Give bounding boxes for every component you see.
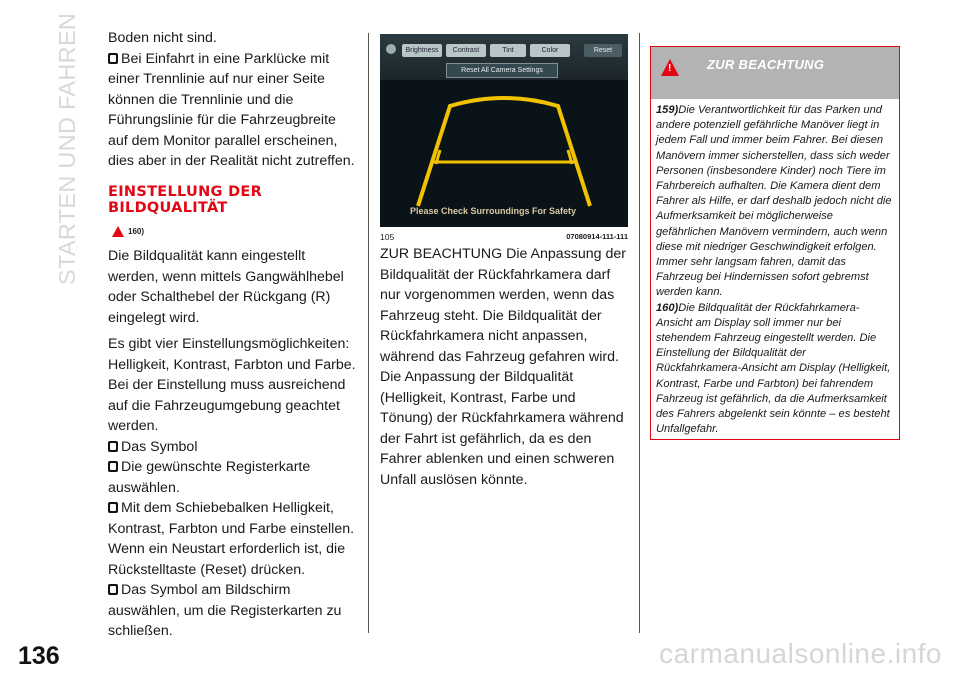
guide-line [418, 98, 590, 206]
camera-caption: Please Check Surroundings For Safety [410, 206, 577, 216]
bullet-paragraph: Bei Einfahrt in eine Parklücke mit einer Trennlinie auf nur einer Seite können die Trennlinie und die Führungslinie für die Fahrzeugbreite auf dem Monitor parallel erscheinen, dies aber in der Realität nicht zutreffen. [108, 50, 355, 169]
warning-note: 159)Die Verantwortlichkeit für das Parken und andere potenziell gefährliche Manöver liegt in jedem Fall und immer beim Fahrer. Bei diesen Manövern immer sicherstellen, dass sich weder Personen (insbesondere Kinder) noch Tiere im Fahrbereich aufhalten. Die Kamera dient dem Fahrer als Hilfe, er darf deshalb jedoch nicht die Aufmerksamkeit bei möglicherweise gefährlichen Manövern vermindern, auch wenn diese mit niedriger Geschwindigkeit erfolgen. Immer sehr langsam fahren, damit das Fahrzeug bei Hindernissen sofort gebremst werden kann. [656, 104, 892, 299]
checkbox-bullet-icon [108, 461, 118, 472]
bullet-paragraph: Das Symbol [108, 437, 358, 458]
reset-all-camera-settings: Reset All Camera Settings [446, 63, 558, 78]
checkbox-bullet-icon [108, 502, 118, 513]
brightness-tab: Brightness [402, 44, 442, 57]
left-column [108, 28, 358, 642]
paragraph: Die Bildqualität kann eingestellt werden, wenn mittels Gangwählhebel oder Schalthebel der Rückgang (R) eingelegt wird. [108, 248, 344, 326]
bullet-paragraph: Die gewünschte Registerkarte auswählen. [108, 459, 311, 496]
paragraph: ZUR BEACHTUNG Die Anpassung der Bildqualität der Rückfahrkamera darf nur vorgenommen werden, wenn das Fahrzeug steht. Die Bildqualität der Rückfahrkamera nicht anpassen, während das Fahrzeug gefahren wird. Die Anpassung der Bildqualität (Helligkeit, Kontrast, Farbe und Tönung) der Rückfahrkamera während der Fahrt ist gefährlich, da es den Fahrer ablenken und einen schweren Unfall auslösen könnte. [380, 246, 627, 488]
section-side-tab: STARTEN UND FAHREN [54, 12, 80, 285]
warning-triangle-icon [112, 226, 124, 237]
column-divider [368, 33, 369, 633]
warning-box [650, 46, 900, 440]
middle-column [380, 244, 630, 490]
color-tab: Color [530, 44, 570, 57]
bullet-paragraph: Mit dem Schiebebalken Helligkeit, Kontrast, Farbton und Farbe einstellen. Wenn ein Neustart erforderlich ist, die Rückstelltaste (Reset) drücken. [108, 500, 355, 578]
tint-tab: Tint [490, 44, 526, 57]
bullet-paragraph: Das Symbol am Bildschirm auswählen, um die Registerkarten zu schließen. [108, 582, 342, 639]
section-heading: EINSTELLUNG DER BILDQUALITÄT [108, 183, 263, 216]
parking-guidelines [380, 34, 628, 227]
checkbox-bullet-icon [108, 441, 118, 452]
reset-tab: Reset [584, 44, 622, 57]
checkbox-bullet-icon [108, 584, 118, 595]
watermark: carmanualsonline.info [659, 638, 942, 669]
page-number: 136 [18, 642, 60, 670]
warning-triangle-icon [661, 59, 679, 76]
warning-note: 160)Die Bildqualität der Rückfahrkamera-Ansicht am Display soll immer nur bei stehendem Fahrzeug eingestellt werden. Die Einstellung der Bildqualität der Rückfahrkamera-Ansicht am Display (Helligkeit, Kontrast, Farbe und Farbton) bei fahrendem Fahrzeug ist gefährlich, da die Aufmerksamkeit des Fahrers abgelenkt sein könnte – es besteht Unfallgefahr. [656, 301, 891, 436]
column-divider [639, 33, 640, 633]
warning-box-header: ! ZUR BEACHTUNG [651, 47, 899, 99]
rear-camera-figure [380, 34, 628, 227]
contrast-tab: Contrast [446, 44, 486, 57]
warning-box-body [651, 99, 899, 437]
paragraph: Boden nicht sind. [108, 30, 217, 46]
warning-reference: 160) [112, 222, 358, 243]
paragraph: Es gibt vier Einstellungsmöglichkeiten: Helligkeit, Kontrast, Farbton und Farbe. Bei der Einstellung muss ausreichend auf die Fahrzeugumgebung geachtet werden. [108, 336, 356, 434]
checkbox-bullet-icon [108, 53, 118, 64]
